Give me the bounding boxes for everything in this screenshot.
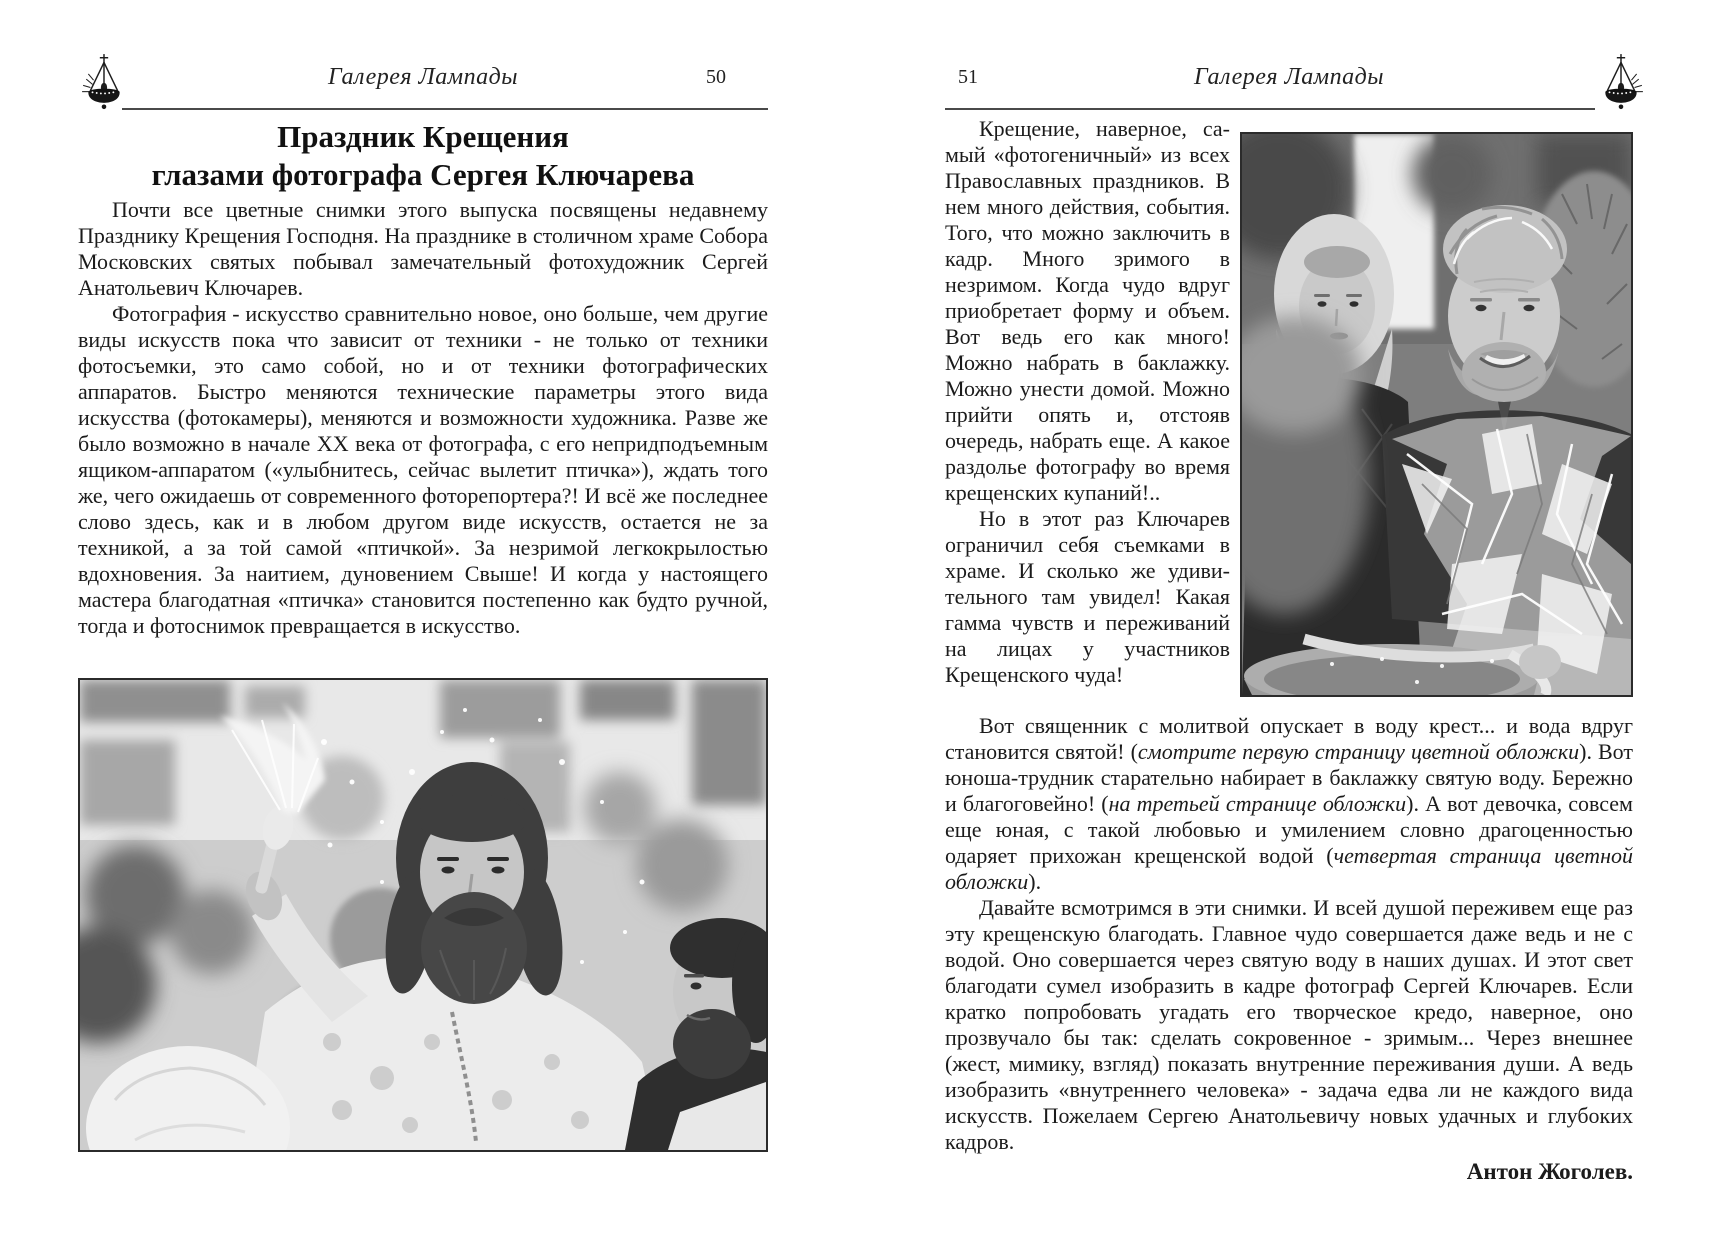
page-number-left: 50: [706, 66, 726, 88]
priest-blessing-photo: [78, 678, 768, 1152]
text-run: ). Вот юноша-трудник старательно набирает в баклажку святую воду. Бережно и благоговейно! (: [945, 739, 1633, 816]
right-page-main-text: [945, 713, 1633, 1185]
article-title-line2: глазами фотографа Сергея Ключарева: [151, 157, 695, 192]
article-title: [78, 118, 768, 194]
paragraph: Почти все цветные снимки этого выпуска посвящены недавнему Празднику Крещения Господня. На празднике в столичном храме Собора Московских святых побывал замечательный фотохудожник Сергей Анатольевич Ключарев.: [78, 197, 768, 300]
text-run: ).: [1028, 869, 1042, 894]
text-run: Вот священник с молитвой опускает в воду крест... и вода вдруг становится святой! (: [945, 713, 1633, 764]
header-rule-left: [122, 108, 768, 110]
header-rule-right: [945, 108, 1595, 110]
page-number-right: 51: [958, 66, 978, 88]
text-run: ). А вот девочка, совсем еще юная, с такой любовью и умилением словно драгоценностью одаряет прихожан крещенской водой (: [945, 791, 1633, 868]
article-title-line1: Праздник Крещения: [277, 119, 569, 154]
parishioners-photo: [1240, 132, 1633, 697]
lampada-icon: [1597, 52, 1645, 110]
paragraph: Крещение, наверное, самый «фотогеничный» из всех Православных праздников. В нем много действия, события. Того, что можно заключить в кадр. Много зримого в незримом. Когда чудо вдруг приобретает форму и объем. Вот ведь его как много! Можно набрать в баклажку. Можно унести домой. Можно прийти опять и, отстояв очередь, набрать еще. А какое раздолье фотографу во время крещенских купаний!..: [945, 116, 1230, 505]
italic-run: четвертая страница цветной обложки: [945, 843, 1633, 894]
author-signature: Антон Жоголев.: [1466, 1159, 1633, 1184]
italic-run: на третьей странице обложки: [1108, 791, 1407, 816]
running-title-left: Галерея Лампады: [327, 64, 519, 90]
italic-run: смотрите первую страницу цветной обложки: [1137, 739, 1580, 764]
left-page-body: [78, 197, 768, 639]
paragraph: [945, 713, 1633, 895]
paragraph: Фотография - искусство сравнительно новое, оно больше, чем другие виды искусств пока что зависит от техники - не только от техники фотосъемки, это само собой, но и от техники фотографических аппаратов. Быстро меняются технические параметры этого вида искусства (фотокамеры), меняются и возможности художника. Разве же было возможно в начале XX века от фотографа, с его непридподъемным ящиком-аппаратом («улыбнитесь, сейчас вылетит птичка»), ждать того же, чего ожидаешь от современного фоторепортера?! И всё же последнее слово здесь, как и в любом другом виде искусств, остается не за техникой, а за той самой «птичкой». За незримой легкокрылостью вдохновения. За наитием, дуновением Свыше! И когда у настоящего мастера благодатная «птичка» становится постепенно как будто ручной, тогда и фотоснимок превращается в искусство.: [78, 301, 768, 638]
paragraph: Но в этот раз Ключарев ограничил себя съемками в храме. И сколько же удивительного там увидел! Какая гамма чувств и переживаний на лицах у участников Крещенского чуда!: [945, 506, 1230, 687]
running-title-right: Галерея Лампады: [1193, 64, 1385, 90]
paragraph: Давайте всмотримся в эти снимки. И всей душой переживем еще раз эту крещенскую благодать. Главное чудо совершается даже ведь и не с водой. Оно совершается через святую воду в наших душах. И этот свет благодати сумел изобразить в кадре фотограф Сергей Ключарев. Если кратко попробовать угадать его творческое кредо, наверное, оно прозвучало бы так: сделать сокровенное - зримым... Через внешнее (жест, мимику, взгляд) показать внутренние переживания души. А ведь изобразить «внутреннего человека» - задача едва ли не каждого вида искусств. Пожелаем Сергею Анатольевичу новых удачных и глубоких кадров.: [945, 895, 1633, 1154]
right-page-column: [945, 116, 1230, 688]
